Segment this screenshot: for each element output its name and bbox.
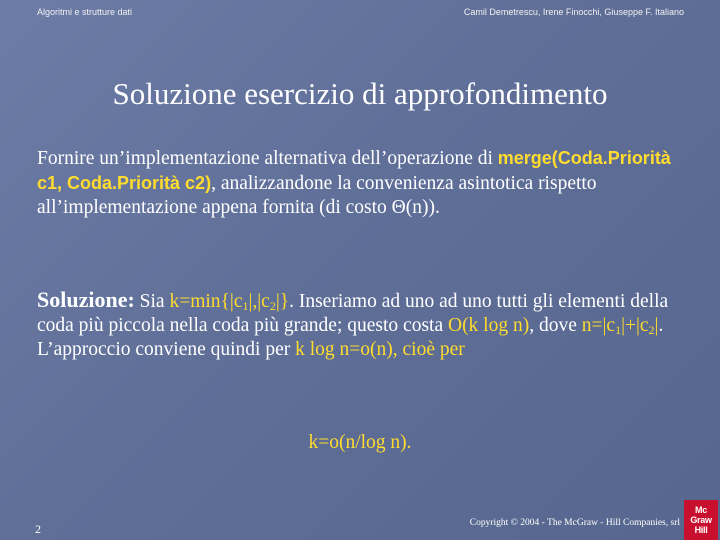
n-def-part-b: |+|c xyxy=(621,315,649,336)
copyright-notice: Copyright © 2004 - The McGraw - Hill Companies, srl xyxy=(469,518,680,528)
logo-line-1: Mc xyxy=(695,505,707,515)
solution-paragraph xyxy=(37,288,687,362)
page-number: 2 xyxy=(35,522,41,536)
solution-label: Soluzione: xyxy=(37,287,135,312)
exercise-paragraph xyxy=(37,146,687,220)
condition-expression: k log n=o(n), cioè per xyxy=(295,339,465,360)
k-def-part-a: k=min{|c xyxy=(169,291,243,312)
solution-text-2: , dove xyxy=(529,315,582,336)
k-def-part-c: |} xyxy=(275,291,290,312)
exercise-text-1: Fornire un’implementazione alternativa dell’operazione di xyxy=(37,148,493,169)
solution-sia: Sia xyxy=(134,291,170,312)
k-def-sub-2: 2 xyxy=(269,299,276,313)
slide-title: Soluzione esercizio di approfondimento xyxy=(112,76,608,111)
n-def-part-a: n=|c xyxy=(581,315,616,336)
k-def-part-b: |,|c xyxy=(248,291,270,312)
final-formula: k=o(n/log n). xyxy=(308,432,412,453)
publisher-logo xyxy=(684,500,718,540)
n-def-sub-2: 2 xyxy=(648,323,655,337)
exercise-text-2: , analizzandone la convenienza asintotica rispetto all’implementazione appena fornita (di costo Θ(n)). xyxy=(37,173,597,218)
logo-line-2: Graw xyxy=(690,515,712,525)
header-course-title: Algoritmi e strutture dati xyxy=(37,7,133,17)
n-def-part-c: | xyxy=(654,315,659,336)
solution-text-1: . Inseriamo ad uno ad uno tutti gli elementi della coda più piccola nella coda più grande; questo costa xyxy=(37,291,669,336)
header-authors: Camil Demetrescu, Irene Finocchi, Giuseppe F. Italiano xyxy=(463,7,684,17)
merge-signature: merge(Coda.Priorità c1, Coda.Priorità c2) xyxy=(37,148,671,193)
k-definition xyxy=(169,291,289,312)
k-def-sub-1: 1 xyxy=(242,299,249,313)
solution-text-3: . L’approccio conviene quindi per xyxy=(37,315,664,360)
n-def-sub-1: 1 xyxy=(615,323,622,337)
logo-line-3: Hill xyxy=(694,525,708,535)
cost-expression: O(k log n) xyxy=(447,315,530,336)
n-definition xyxy=(582,315,659,336)
